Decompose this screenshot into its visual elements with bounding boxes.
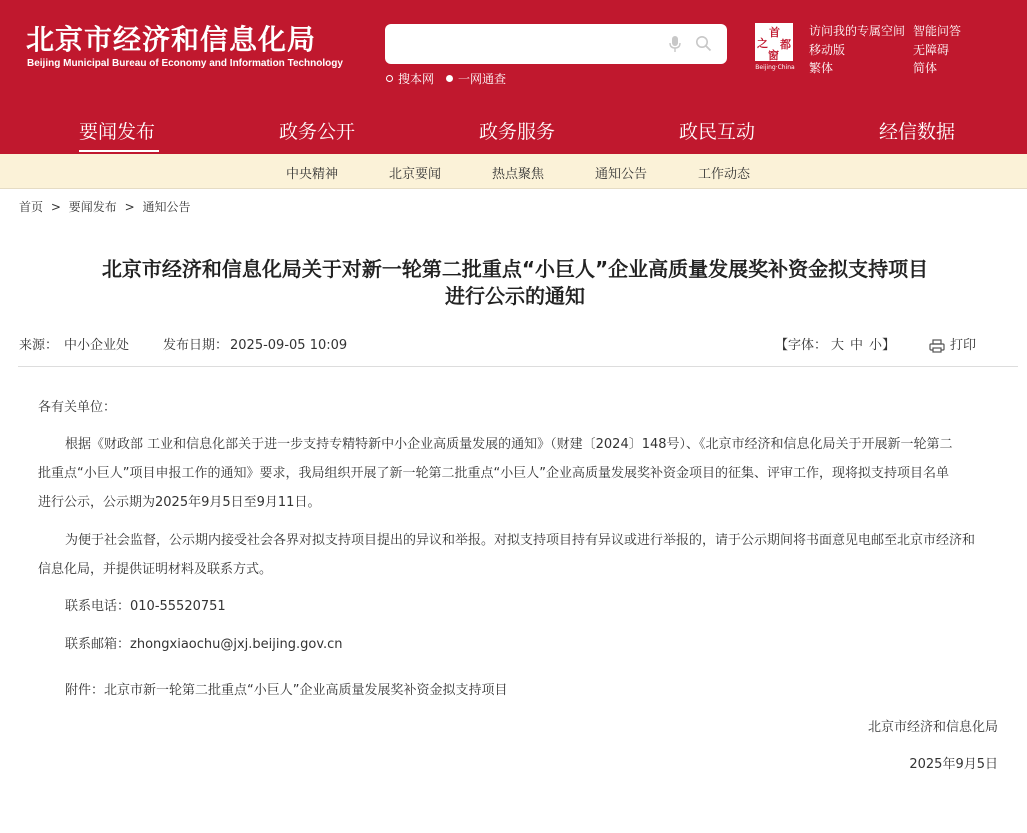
attachment-link[interactable]: 附件：北京市新一轮第二批重点“小巨人”企业高质量发展奖补资金拟支持项目 [65,683,508,698]
sub-nav [0,154,1027,189]
salutation: 各有关单位： [38,400,117,415]
date-value: 2025-09-05 10:09 [230,338,348,353]
font-size-medium[interactable]: 中 [850,338,864,353]
page-title-line: 北京市经济和信息化局关于对新一轮第二批重点“小巨人”企业高质量发展奖补资金拟支持项目 [101,257,929,281]
paragraph-line: 批重点“小巨人”项目申报工作的通知》要求，我局组织开展了新一轮第二批重点“小巨人”企业高质量发展奖补资金项目的征集、评审工作，现将拟支持项目名单 [38,466,949,481]
search-option-all-label: 一网通查 [458,72,507,86]
link-accessibility[interactable]: 无障碍 [913,43,950,57]
nav-item-news[interactable]: 要闻发布 [79,121,156,143]
signature-date: 2025年9月5日 [909,757,998,772]
subnav-item-hot-topics[interactable]: 热点聚焦 [492,167,545,182]
print-label: 打印 [950,338,977,353]
logo-char: 都 [780,38,791,51]
radio-empty-icon [386,75,393,82]
article-date [163,334,347,353]
link-personal-space[interactable]: 访问我的专属空间 [809,24,906,38]
search-icon[interactable] [695,35,712,52]
article-source [19,334,129,353]
capital-window-logo-mark [755,23,793,61]
breadcrumb-separator: > [124,200,135,214]
link-simplified[interactable]: 简体 [913,61,938,75]
nav-item-gov-services[interactable]: 政务服务 [479,121,556,143]
contact-phone: 联系电话：010-55520751 [65,599,226,614]
search-box [385,24,727,64]
font-size-large[interactable]: 大 [831,338,845,353]
nav-item-data[interactable]: 经信数据 [879,121,956,143]
breadcrumb-news[interactable]: 要闻发布 [68,200,117,214]
site-subtitle: Beijing Municipal Bureau of Economy and Information Technology [27,58,343,69]
logo-char: 之 [757,37,768,50]
signature: 北京市经济和信息化局 [867,720,998,735]
link-traditional[interactable]: 繁体 [809,61,834,75]
site-header [0,0,1027,103]
search-option-site[interactable] [386,70,434,87]
paragraph-line: 进行公示，公示期为2025年9月5日至9月11日。 [38,495,321,510]
contact-email[interactable]: 联系邮箱：zhongxiaochu@jxj.beijing.gov.cn [65,637,343,652]
logo-caption: Beijing·China [755,64,795,71]
subnav-item-beijing-news[interactable]: 北京要闻 [389,167,442,182]
link-mobile[interactable]: 移动版 [809,43,846,57]
subnav-item-central[interactable]: 中央精神 [286,167,339,182]
source-value: 中小企业处 [64,338,130,353]
breadcrumb-notices[interactable]: 通知公告 [142,200,191,214]
print-icon [929,339,945,353]
date-label: 发布日期： [163,338,229,353]
search-option-all[interactable] [446,70,506,87]
font-size-control [775,334,895,353]
breadcrumb-separator: > [50,200,61,214]
font-size-small[interactable]: 小 [869,338,883,353]
paragraph-line: 为便于社会监督，公示期内接受社会各界对拟支持项目提出的异议和举报。对拟支持项目持有异议或进行举报的，请于公示期间将书面意见电邮至北京市经济和 [65,533,976,548]
page-title-line: 进行公示的通知 [445,284,585,308]
main-nav [0,103,1027,154]
nav-item-interaction[interactable]: 政民互动 [679,121,756,143]
print-button[interactable] [929,334,976,353]
font-size-close: 】 [882,338,896,353]
site-title[interactable]: 北京市经济和信息化局 [26,23,317,56]
logo-char: 窗 [768,49,779,62]
search-input[interactable] [397,32,661,58]
link-smart-qa[interactable]: 智能问答 [913,24,962,38]
meta-divider [18,366,1018,367]
nav-active-indicator [79,150,159,152]
breadcrumb-home[interactable]: 首页 [19,200,44,214]
font-size-label: 【字体： [775,338,828,353]
paragraph-line: 信息化局，并提供证明材料及联系方式。 [38,562,273,577]
subnav-item-work-updates[interactable]: 工作动态 [698,167,751,182]
capital-window-logo[interactable] [753,23,797,71]
page-title [20,256,1010,310]
breadcrumb [19,198,190,215]
nav-item-gov-affairs[interactable]: 政务公开 [279,121,356,143]
subnav-item-notices[interactable]: 通知公告 [595,167,648,182]
search-option-site-label: 搜本网 [398,72,435,86]
source-label: 来源： [19,338,59,353]
radio-selected-icon [446,75,453,82]
logo-char: 首 [769,26,780,39]
paragraph-line: 根据《财政部 工业和信息化部关于进一步支持专精特新中小企业高质量发展的通知》（财建〔2024〕148号）、《北京市经济和信息化局关于开展新一轮第二 [65,437,953,452]
mic-icon[interactable] [667,35,683,53]
